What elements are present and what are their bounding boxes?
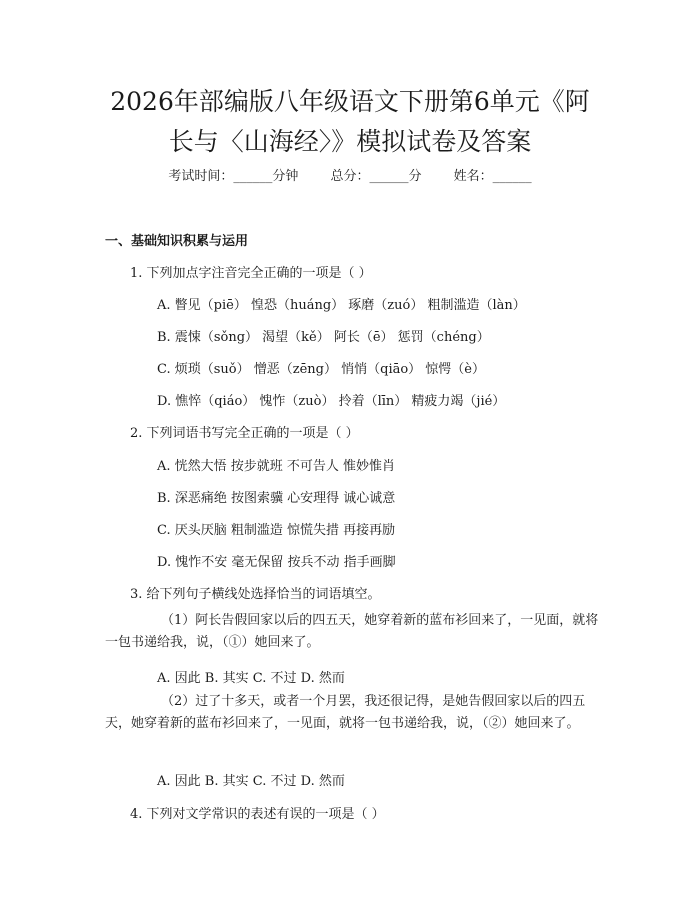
question-2-option-a: A. 恍然大悟 按步就班 不可告人 惟妙惟肖 [157,459,396,474]
question-3-options-1: A. 因此 B. 其实 C. 不过 D. 然而 [157,671,345,686]
question-1-option-d: D. 憔悴（qiáo） 愧怍（zuò） 拎着（līn） 精疲力竭（jié） [157,394,506,409]
question-3-options-2: A. 因此 B. 其实 C. 不过 D. 然而 [157,774,345,789]
exam-time-field: 考试时间：______分钟 [168,169,299,184]
question-3-passage-2: （2）过了十多天，或者一个月罢，我还很记得，是她告假回家以后的四五天，她穿着新的蓝布衫回来了，一见面，就将一包书递给我，说，（②）她回来了。 [105,694,586,731]
exam-title-line1: 2026年部编版八年级语文下册第6单元《阿 [110,87,590,116]
question-1-stem: 1. 下列加点字注音完全正确的一项是（ ） [130,266,372,281]
student-name-field: 姓名：______ [453,169,532,184]
exam-title-line2: 长与〈山海经〉》模拟试卷及答案 [168,127,532,156]
question-1-option-b: B. 震悚（sǒng） 渴望（kě） 阿长（ē） 惩罚（chéng） [157,330,490,345]
question-4-stem: 4. 下列对文学常识的表述有误的一项是（ ） [130,807,385,822]
question-1-option-c: C. 烦琐（suǒ） 憎恶（zēng） 悄悄（qiāo） 惊愕（è） [157,362,486,377]
question-2-stem: 2. 下列词语书写完全正确的一项是（ ） [130,426,359,441]
question-3-stem: 3. 给下列句子横线处选择恰当的词语填空。 [130,587,381,602]
exam-info [0,165,700,184]
question-2-option-d: D. 愧怍不安 毫无保留 按兵不动 指手画脚 [157,555,396,570]
total-score-field: 总分：______分 [330,169,422,184]
question-2-option-c: C. 厌头厌脑 粗制滥造 惊慌失措 再接再励 [157,523,396,538]
question-1-option-a: A. 瞥见（piē） 惶恐（huáng） 琢磨（zuó） 粗制滥造（làn） [157,298,526,313]
question-2-option-b: B. 深恶痛绝 按图索骥 心安理得 诚心诚意 [157,491,396,506]
section-heading: 一、基础知识积累与运用 [105,234,249,249]
question-3-passage-1: （1）阿长告假回家以后的四五天，她穿着新的蓝布衫回来了，一见面，就将一包书递给我，说，（①）她回来了。 [105,613,599,650]
